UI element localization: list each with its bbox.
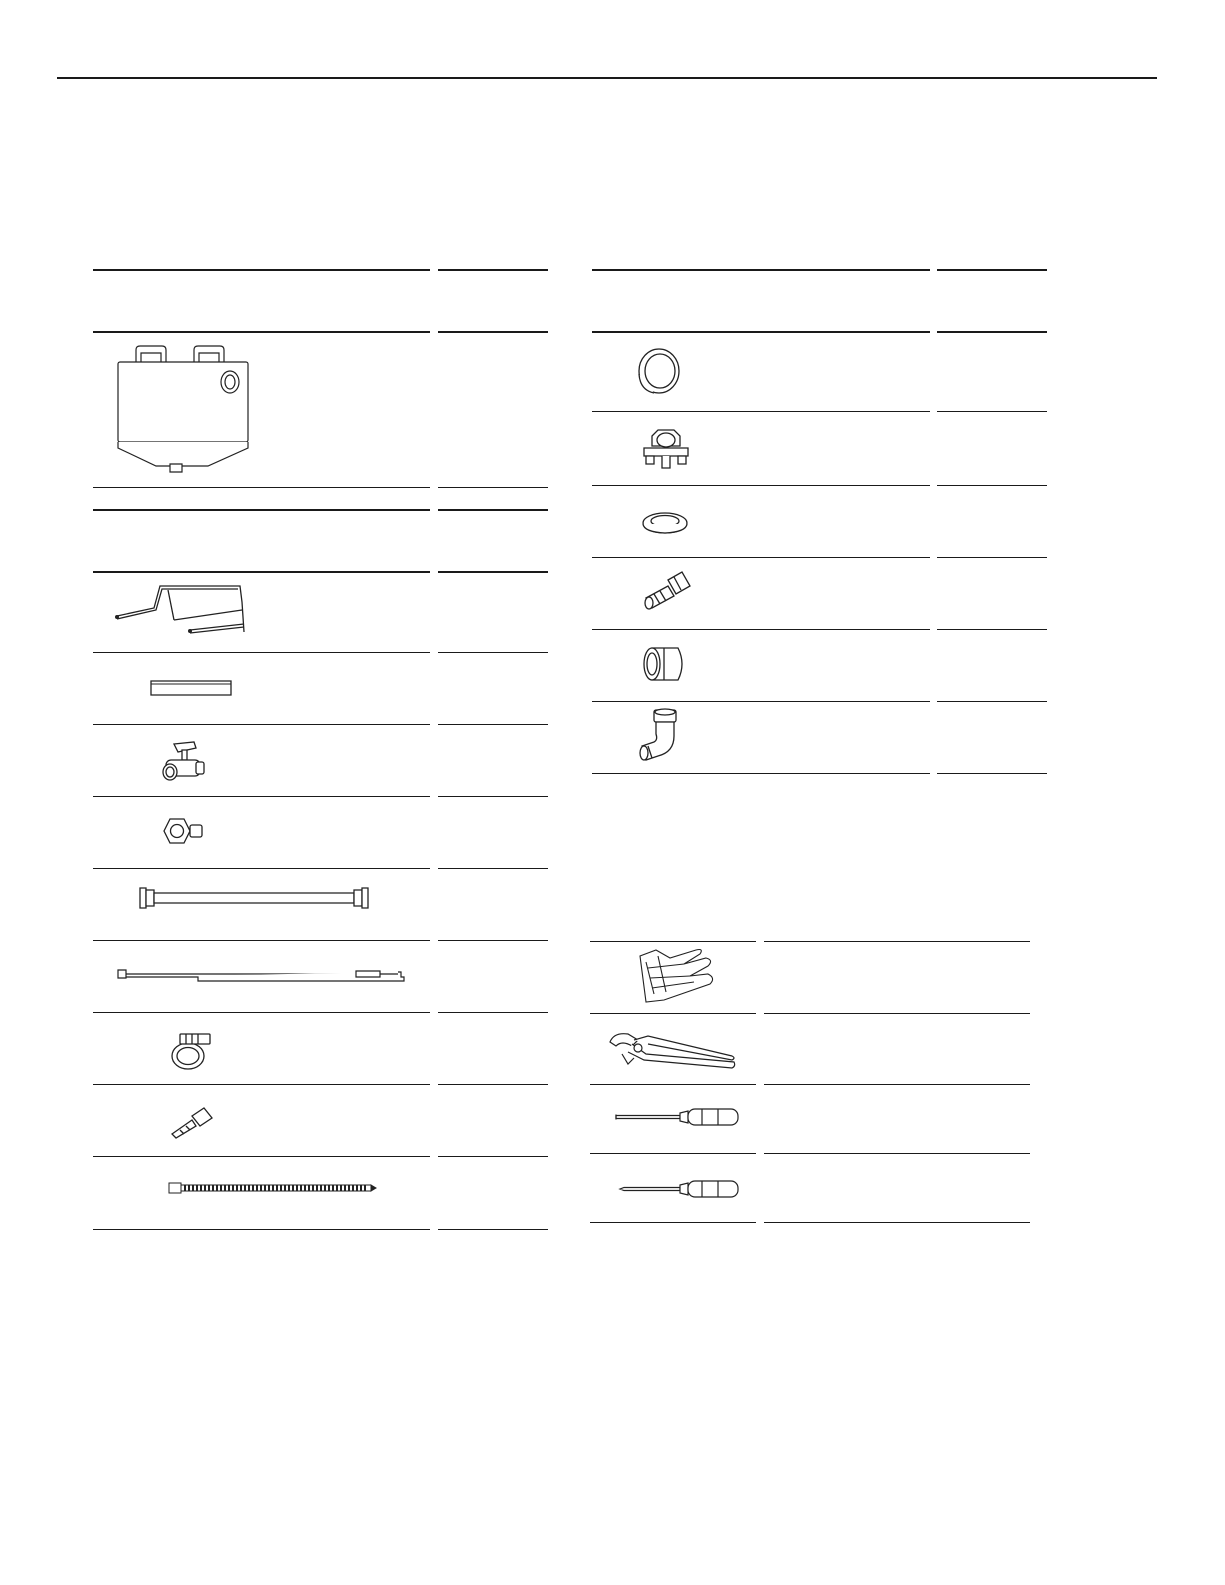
kit-row-rule-3a <box>93 796 430 797</box>
right-header-rule-bottom-a <box>592 331 930 333</box>
right-row-rule-2b <box>937 485 1047 486</box>
kit-row-rule-3b <box>438 796 548 797</box>
cable-tie-icon <box>168 1181 378 1195</box>
tools-rule-0b <box>764 941 1030 942</box>
kit-row-rule-6a <box>93 1012 430 1013</box>
tank-header-rule-bottom-b <box>438 331 548 333</box>
kit-row-rule-5a <box>93 940 430 941</box>
kit-row-rule-1a <box>93 652 430 653</box>
tools-rule-4a <box>590 1222 756 1223</box>
phillips-screwdriver-icon <box>618 1178 740 1200</box>
tank-row-rule-a <box>93 487 430 488</box>
kit-row-rule-5b <box>438 940 548 941</box>
tank-row-rule-b <box>438 487 548 488</box>
tools-rule-1b <box>764 1013 1030 1014</box>
gloves-icon <box>634 948 716 1006</box>
kit-row-rule-9b <box>438 1229 548 1230</box>
kit-row-rule-2a <box>93 724 430 725</box>
kit-row-rule-4a <box>93 868 430 869</box>
right-row-rule-3b <box>937 557 1047 558</box>
right-header-rule-top-b <box>937 269 1047 271</box>
kit-row-rule-4b <box>438 868 548 869</box>
kit-row-rule-8b <box>438 1156 548 1157</box>
water-tube-icon <box>136 884 374 912</box>
threaded-barb-icon <box>640 568 692 612</box>
tank-header-rule-top-a <box>93 269 430 271</box>
ring-icon <box>634 346 684 396</box>
kit-row-rule-9a <box>93 1229 430 1230</box>
kit-row-rule-6b <box>438 1012 548 1013</box>
tank-header-rule-bottom-a <box>93 331 430 333</box>
shutoff-valve-icon <box>160 740 208 786</box>
kit-header-rule-top-b <box>438 509 548 511</box>
page-top-rule <box>57 77 1157 79</box>
kit-row-rule-8a <box>93 1156 430 1157</box>
right-row-rule-4b <box>937 629 1047 630</box>
kit-header-rule-top-a <box>93 509 430 511</box>
kit-header-rule-bottom-b <box>438 571 548 573</box>
tank-header-rule-top-b <box>438 269 548 271</box>
right-row-rule-1a <box>592 411 930 412</box>
right-row-rule-4a <box>592 629 930 630</box>
coupling-icon <box>642 644 690 684</box>
tools-rule-2b <box>764 1084 1030 1085</box>
washer-icon <box>640 510 690 536</box>
tools-rule-0a <box>590 941 756 942</box>
right-row-rule-6a <box>592 773 930 774</box>
drain-tube-icon <box>116 966 408 986</box>
tools-rule-2a <box>590 1084 756 1085</box>
mounting-strip-icon <box>150 680 232 696</box>
hose-clamp-icon <box>166 1028 214 1072</box>
right-header-rule-bottom-b <box>937 331 1047 333</box>
right-row-rule-6b <box>937 773 1047 774</box>
kit-row-rule-7a <box>93 1084 430 1085</box>
kit-row-rule-1b <box>438 652 548 653</box>
right-row-rule-5a <box>592 701 930 702</box>
right-header-rule-top-a <box>592 269 930 271</box>
flat-screwdriver-icon <box>614 1106 740 1128</box>
right-row-rule-3a <box>592 557 930 558</box>
mounting-bracket-icon <box>112 580 252 638</box>
water-tank-icon <box>108 346 250 474</box>
hex-nut-adapter-icon <box>160 814 206 848</box>
tools-rule-3b <box>764 1153 1030 1154</box>
pliers-icon <box>608 1030 738 1072</box>
tools-rule-1a <box>590 1013 756 1014</box>
right-row-rule-5b <box>937 701 1047 702</box>
tube-clip-icon <box>640 426 692 472</box>
tools-rule-4b <box>764 1222 1030 1223</box>
tools-rule-3a <box>590 1153 756 1154</box>
kit-header-rule-bottom-a <box>93 571 430 573</box>
barb-fitting-icon <box>166 1104 216 1140</box>
kit-row-rule-7b <box>438 1084 548 1085</box>
right-row-rule-1b <box>937 411 1047 412</box>
kit-row-rule-2b <box>438 724 548 725</box>
right-row-rule-2a <box>592 485 930 486</box>
elbow-fitting-icon <box>636 706 682 764</box>
